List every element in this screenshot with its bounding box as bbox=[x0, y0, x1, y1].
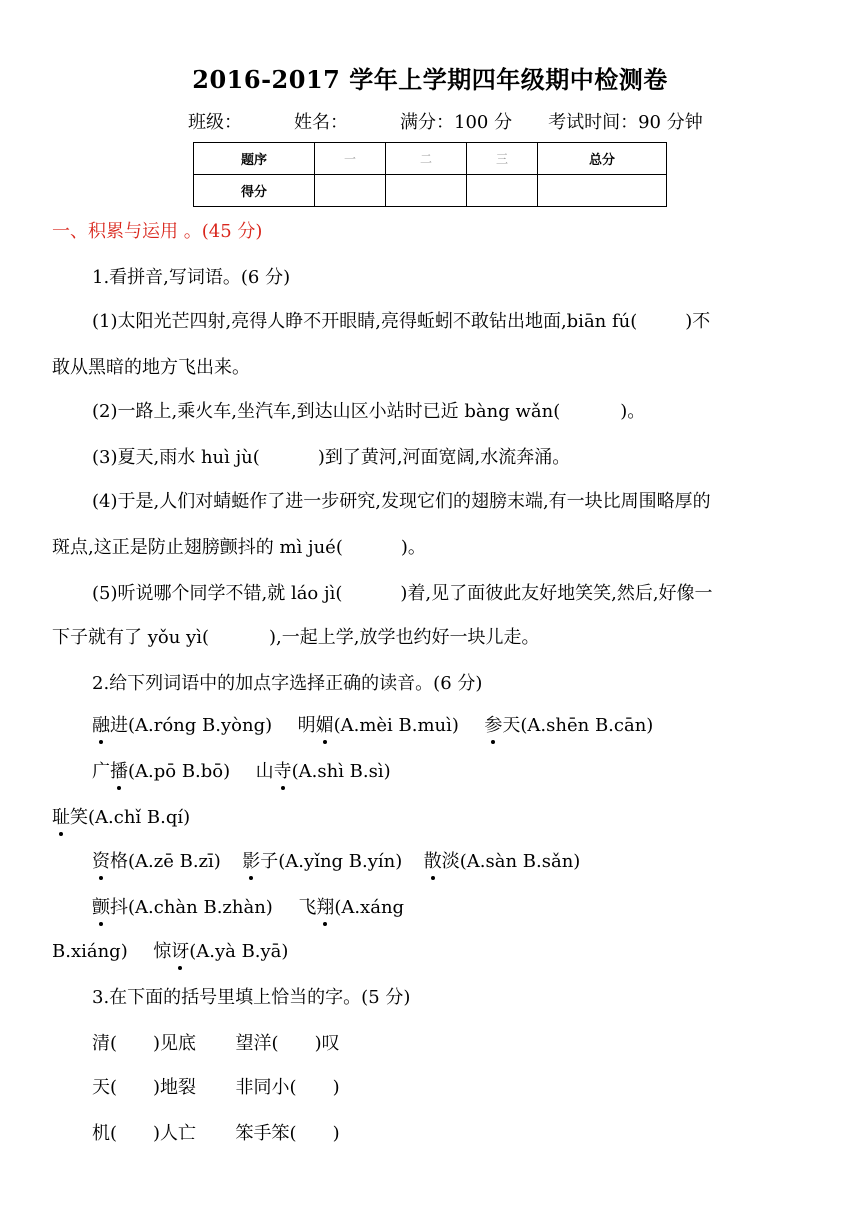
score-cell[interactable] bbox=[467, 175, 538, 207]
class-label: 班级： bbox=[188, 112, 242, 133]
q2-row3: 耻笑(A.chǐ B.qí) bbox=[52, 807, 191, 828]
q1-item5: (5)听说哪个同学不错,就 láo jì( )着,见了面彼此友好地笑笑,然后,好像一 bbox=[92, 583, 713, 604]
q2-row2: 广播(A.pō B.bō) 山寺(A.shì B.sì) bbox=[92, 761, 391, 782]
q2-row1: 融进(A.róng B.yòng) 明媚(A.mèi B.muì) 参天(A.shēn B.cān) bbox=[92, 715, 654, 736]
q1-item4-cont: 斑点,这正是防止翅膀颤抖的 mì jué( )。 bbox=[52, 537, 426, 558]
score-col-3: 三 bbox=[467, 143, 538, 175]
full-score: 满分：100 分 bbox=[400, 112, 513, 133]
q2-row5: 颤抖(A.chàn B.zhàn) 飞翔(A.xáng bbox=[92, 897, 405, 918]
q1-item5-cont: 下子就有了 yǒu yì( ),一起上学,放学也约好一块儿走。 bbox=[52, 627, 540, 648]
q1-item1: (1)太阳光芒四射,亮得人睁不开眼睛,亮得蚯蚓不敢钻出地面,biān fú( )不 bbox=[92, 311, 711, 332]
q3-row3: 机( )人亡 笨手笨( ) bbox=[92, 1123, 340, 1144]
q1-item1-cont: 敢从黑暗的地方飞出来。 bbox=[52, 357, 250, 378]
q2-row6: B.xiáng) 惊讶(A.yà B.yā) bbox=[52, 941, 289, 962]
q2-title: 2.给下列词语中的加点字选择正确的读音。(6 分) bbox=[92, 673, 483, 694]
name-label: 姓名： bbox=[294, 112, 348, 133]
score-col-1: 一 bbox=[315, 143, 386, 175]
exam-title: 2016-2017 学年上学期四年级期中检测卷 bbox=[192, 65, 668, 94]
score-col-header: 题序 bbox=[194, 143, 315, 175]
q1-item2: (2)一路上,乘火车,坐汽车,到达山区小站时已近 bàng wǎn( )。 bbox=[92, 401, 646, 422]
score-cell[interactable] bbox=[315, 175, 386, 207]
q1-item3: (3)夏天,雨水 huì jù( )到了黄河,河面宽阔,水流奔涌。 bbox=[92, 447, 571, 468]
q2-row4: 资格(A.zē B.zī) 影子(A.yǐng B.yín) 散淡(A.sàn B.sǎn) bbox=[92, 851, 581, 872]
score-cell[interactable] bbox=[538, 175, 667, 207]
q1-item4: (4)于是,人们对蜻蜓作了进一步研究,发现它们的翅膀末端,有一块比周围略厚的 bbox=[92, 491, 711, 512]
q1-title: 1.看拼音,写词语。(6 分) bbox=[92, 267, 291, 288]
score-col-total: 总分 bbox=[538, 143, 667, 175]
exam-info bbox=[188, 108, 709, 134]
score-cell[interactable] bbox=[386, 175, 467, 207]
q3-title: 3.在下面的括号里填上恰当的字。(5 分) bbox=[92, 987, 411, 1008]
q3-row2: 天( )地裂 非同小( ) bbox=[92, 1077, 340, 1098]
q3-row1: 清( )见底 望洋( )叹 bbox=[92, 1033, 340, 1054]
exam-time: 考试时间：90 分钟 bbox=[548, 112, 703, 133]
score-row-label: 得分 bbox=[194, 175, 315, 207]
score-col-2: 二 bbox=[386, 143, 467, 175]
section1-heading: 一、积累与运用 。(45 分) bbox=[52, 221, 263, 242]
score-table bbox=[193, 142, 667, 207]
